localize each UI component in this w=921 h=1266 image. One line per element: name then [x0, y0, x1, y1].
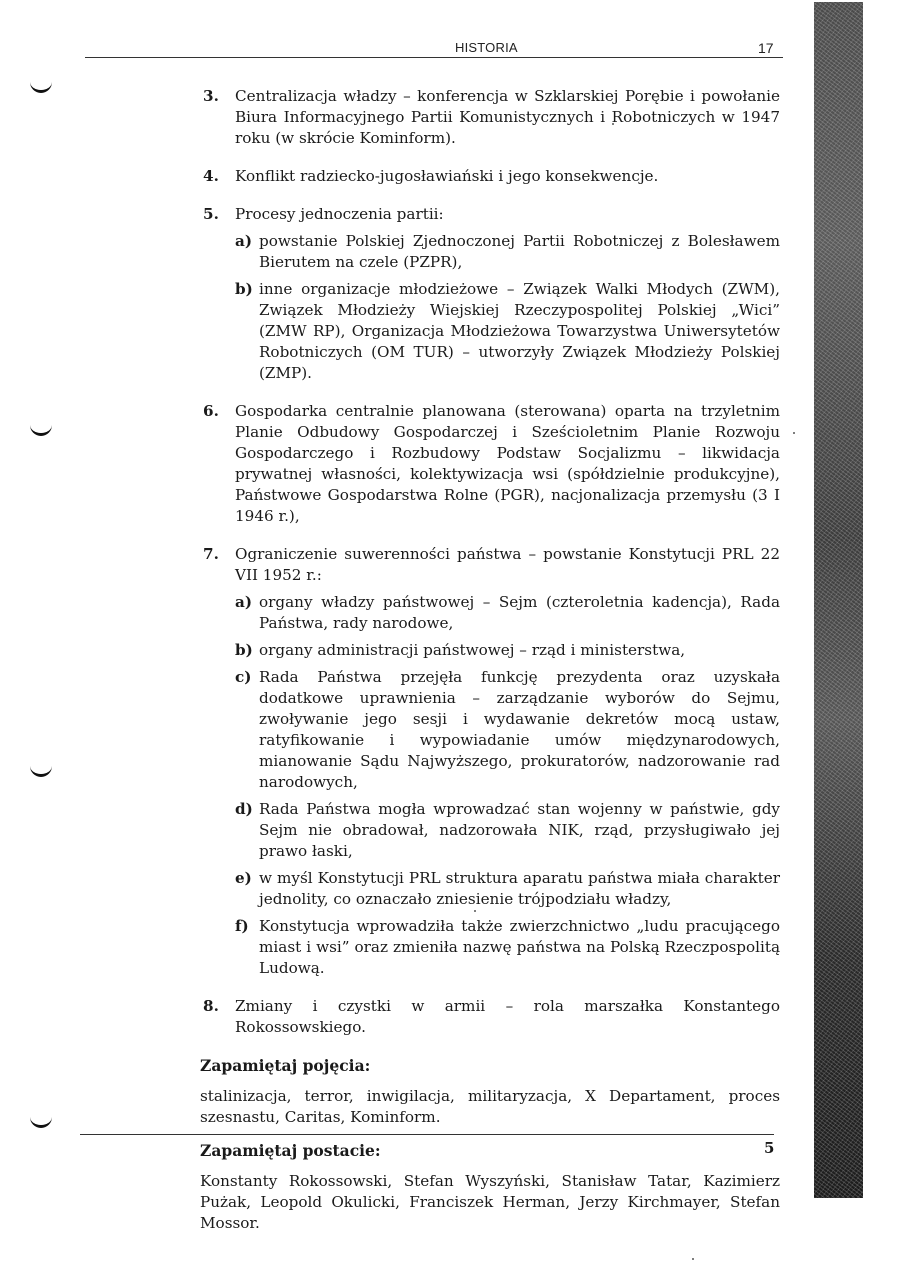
- binding-strip: [814, 2, 863, 1198]
- item-text: Centralizacja władzy – konferencja w Szklarskiej Porębie i powołanie Biura Informacyjnego Partii Komunistycznych i Robotniczych w 1947 roku (w skrócie Kominform).: [235, 87, 780, 147]
- item-number: 4.: [203, 167, 219, 185]
- subitem-text: inne organizacje młodzieżowe – Związek Walki Młodych (ZWM), Związek Młodzieży Wiejskiej Rzeczypospolitej Polskiej „Wici” (ZMW RP), Organizacja Młodzieżowa Towarzystwa Uniwersytetów Robotniczych (OM TUR) – utworzyły Związek Młodzieży Polskiej (ZMP).: [259, 280, 780, 382]
- item-text: Konflikt radziecko-jugosławiański i jego konsekwencje.: [235, 167, 659, 185]
- subitem-b: [235, 279, 780, 384]
- subitem-d: [235, 799, 780, 862]
- subitem-e: [235, 868, 780, 910]
- subitem-letter: b): [235, 641, 253, 659]
- document-body: [200, 86, 780, 1234]
- subitem-text: Rada Państwa przejęła funkcję prezydenta oraz uzyskała dodatkowe uprawnienia – zarządzanie wyborów do Sejmu, zwoływanie jego sesji i wydawanie dekretów mocą ustaw, ratyfikowanie i wypowiadanie umów międzynarodowych, mianowanie Sądu Najwyższego, prokuratorów, nadzorowanie rad narodowych,: [259, 668, 780, 791]
- item-text: Zmiany i czystki w armii – rola marszałka Konstantego Rokossowskiego.: [235, 997, 780, 1036]
- punch-mark: [30, 766, 52, 777]
- scan-speck: [793, 432, 795, 434]
- section-title: HISTORIA: [455, 40, 518, 55]
- subitem-b: [235, 640, 780, 661]
- list-item-6: [200, 401, 780, 527]
- list-item-4: [200, 166, 780, 187]
- subitem-f: [235, 916, 780, 979]
- subitem-a: [235, 592, 780, 634]
- footer-page-number: 5: [764, 1139, 775, 1157]
- punch-mark: [30, 82, 52, 93]
- subitem-text: Konstytucja wprowadziła także zwierzchnictwo „ludu pracującego miast i wsi” oraz zmieniła nazwę państwa na Polską Rzeczpospolitą Ludową.: [259, 917, 780, 977]
- punch-mark: [30, 425, 52, 436]
- footer-rule: [80, 1134, 774, 1135]
- item-text: Gospodarka centralnie planowana (sterowana) oparta na trzyletnim Planie Odbudowy Gospodarczej i Sześcioletnim Planie Rozwoju Gospodarczego i Rozbudowy Podstaw Socjalizmu – likwidacja prywatnej własności, kolektywizacja wsi (spółdzielnie produkcyjne), Państwowe Gospodarstwa Rolne (PGR), nacjonalizacja przemysłu (3 I 1946 r.),: [235, 402, 780, 525]
- list-item-7: [200, 544, 780, 979]
- subitem-letter: c): [235, 668, 252, 686]
- subitem-text: powstanie Polskiej Zjednoczonej Partii Robotniczej z Bolesławem Bierutem na czele (PZPR),: [259, 232, 780, 271]
- subitem-text: organy władzy państwowej – Sejm (czteroletnia kadencja), Rada Państwa, rady narodowe,: [259, 593, 780, 632]
- subitem-letter: e): [235, 869, 252, 887]
- punch-mark: [30, 1117, 52, 1128]
- header-rule: [85, 57, 783, 58]
- item-number: 3.: [203, 87, 219, 105]
- subitem-letter: a): [235, 593, 253, 611]
- scan-speck: [692, 1258, 694, 1260]
- subitem-letter: a): [235, 232, 253, 250]
- item-text: Procesy jednoczenia partii:: [235, 205, 444, 223]
- concepts-heading: Zapamiętaj pojęcia:: [200, 1056, 371, 1075]
- subitem-letter: b): [235, 280, 253, 298]
- item-text: Ograniczenie suwerenności państwa – powstanie Konstytucji PRL 22 VII 1952 r.:: [235, 545, 780, 584]
- subitem-text: organy administracji państwowej – rząd i ministerstwa,: [259, 641, 686, 659]
- subitem-text: Rada Państwa mogła wprowadzać stan wojenny w państwie, gdy Sejm nie obradował, nadzorowała NIK, rząd, przysługiwało jej prawo łaski,: [259, 800, 780, 860]
- figures-heading: Zapamiętaj postacie:: [200, 1141, 381, 1160]
- header-page-number: 17: [758, 40, 774, 56]
- subitem-letter: f): [235, 917, 249, 935]
- subitem-c: [235, 667, 780, 793]
- concepts-text: stalinizacja, terror, inwigilacja, militaryzacja, X Departament, proces szesnastu, Caritas, Kominform.: [200, 1087, 780, 1126]
- list-item-8: [200, 996, 780, 1038]
- subitem-letter: d): [235, 800, 253, 818]
- figures-text: Konstanty Rokossowski, Stefan Wyszyński, Stanisław Tatar, Kazimierz Pużak, Leopold Okulicki, Franciszek Herman, Jerzy Kirchmayer, Stefan Mossor.: [200, 1172, 780, 1232]
- list-item-3: [200, 86, 780, 149]
- subitem-text: w myśl Konstytucji PRL struktura aparatu państwa miała charakter jednolity, co oznaczało zniesienie trójpodziału władzy,: [259, 869, 780, 908]
- item-number: 6.: [203, 402, 219, 420]
- item-number: 5.: [203, 205, 219, 223]
- list-item-5: [200, 204, 780, 384]
- subitem-a: [235, 231, 780, 273]
- item-number: 7.: [203, 545, 219, 563]
- item-number: 8.: [203, 997, 219, 1015]
